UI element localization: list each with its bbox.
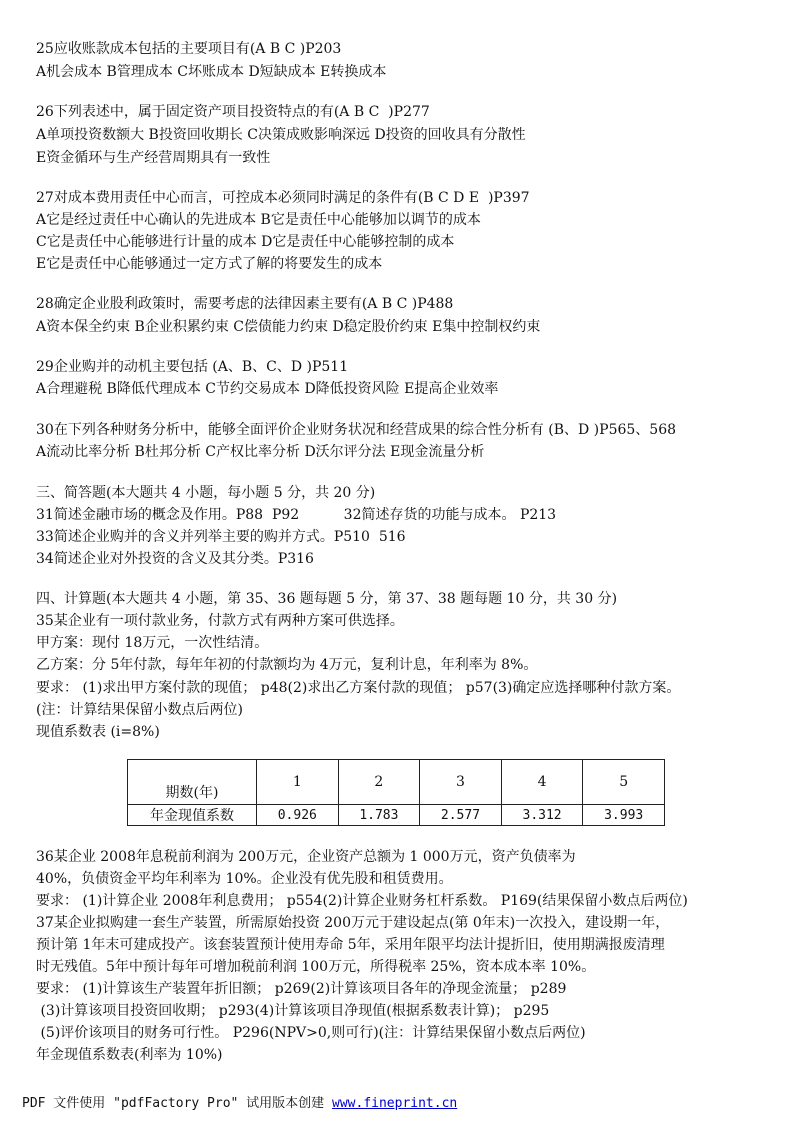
question-25-options: A机会成本 B管理成本 C坏账成本 D短缺成本 E转换成本 <box>36 64 387 80</box>
table-row-header: 期数(年) <box>128 760 257 805</box>
question-36-stem-cont: 40%，负债资金平均年利率为 10%。企业没有优先股和租赁费用。 <box>36 871 453 887</box>
question-30-stem: 30在下列各种财务分析中，能够全面评价企业财务状况和经营成果的综合性分析有 (B、D )P565、568 <box>36 422 677 438</box>
question-37-stem: 37某企业拟购建一套生产装置，所需原始投资 200万元于建设起点(第 0年末)一次投入，建设期一年， <box>36 915 670 931</box>
question-28-stem: 28确定企业股利政策时，需要考虑的法律因素主要有(A B C )P488 <box>36 296 454 312</box>
plan-a: 甲方案：现付 18万元，一次性结清。 <box>36 635 269 651</box>
question-27-options-cont: C它是责任中心能够进行计量的成本 D它是责任中心能够控制的成本 <box>36 234 455 250</box>
question-26-options: A单项投资数额大 B投资回收期长 C决策成败影响深远 D投资的回收具有分散性 <box>36 127 526 143</box>
question-27-stem: 27对成本费用责任中心而言，可控成本必须同时满足的条件有(B C D E )P397 <box>36 190 530 206</box>
table-row <box>128 805 665 826</box>
pv-coefficient-table <box>127 759 665 826</box>
question-25-stem: 25应收账款成本包括的主要项目有(A B C )P203 <box>36 41 342 57</box>
question-26-options-cont: E资金循环与生产经营周期具有一致性 <box>36 150 271 166</box>
table-header-row <box>128 760 665 805</box>
question-35-stem: 35某企业有一项付款业务，付款方式有两种方案可供选择。 <box>36 613 404 629</box>
table-period-cell: 3 <box>420 760 502 805</box>
table-period-cell: 4 <box>501 760 583 805</box>
table-value-cell: 0.926 <box>257 805 339 826</box>
section-3-heading: 三、简答题(本大题共 4 小题，每小题 5 分，共 20 分) <box>36 485 376 501</box>
question-37-stem-cont: 预计第 1年末可建成投产。该套装置预计使用寿命 5年，采用年限平均法计提折旧，使用期满报废清理 <box>36 937 665 953</box>
table-value-cell: 3.312 <box>501 805 583 826</box>
question-35-note: (注：计算结果保留小数点后两位) <box>36 702 243 718</box>
annuity-table-caption: 年金现值系数表(利率为 10%) <box>36 1047 223 1063</box>
question-33: 33简述企业购并的含义并列举主要的购并方式。P510 516 <box>36 529 406 545</box>
section-4-heading: 四、计算题(本大题共 4 小题，第 35、36 题每题 5 分，第 37、38 题每题 10 分，共 30 分) <box>36 591 618 607</box>
question-34: 34简述企业对外投资的含义及其分类。P316 <box>36 551 314 567</box>
table-value-cell: 2.577 <box>420 805 502 826</box>
question-37-requirements-cont: (3)计算该项目投资回收期； p293(4)计算该项目净现值(根据系数表计算)； p295 <box>36 1003 550 1019</box>
footer-text: PDF 文件使用 "pdfFactory Pro" 试用版本创建 <box>22 1096 333 1111</box>
pdf-footer <box>22 1092 457 1111</box>
question-27-options-cont2: E它是责任中心能够通过一定方式了解的将要发生的成本 <box>36 256 383 272</box>
table-value-cell: 3.993 <box>583 805 665 826</box>
table-period-cell: 5 <box>583 760 665 805</box>
question-37-stem-cont2: 时无残值。5年中预计每年可增加税前利润 100万元，所得税率 25%，资本成本率 10%。 <box>36 959 596 975</box>
footer-link[interactable]: www.fineprint.cn <box>332 1096 458 1111</box>
table-row-label: 年金现值系数 <box>128 805 257 826</box>
question-28-options: A资本保全约束 B企业积累约束 C偿债能力约束 D稳定股价约束 E集中控制权约束 <box>36 319 541 335</box>
question-26-stem: 26下列表述中，属于固定资产项目投资特点的有(A B C )P277 <box>36 104 430 120</box>
table-period-cell: 2 <box>338 760 420 805</box>
table-value-cell: 1.783 <box>338 805 420 826</box>
question-29-stem: 29企业购并的动机主要包括 (A、B、C、D )P511 <box>36 359 349 375</box>
pv-table-caption: 现值系数表 (i=8%) <box>36 724 160 740</box>
question-30-options: A流动比率分析 B杜邦分析 C产权比率分析 D沃尔评分法 E现金流量分析 <box>36 444 485 460</box>
question-36-stem: 36某企业 2008年息税前利润为 200万元，企业资产总额为 1 000万元，资产负债率为 <box>36 849 576 865</box>
question-35-requirements: 要求： (1)求出甲方案付款的现值； p48(2)求出乙方案付款的现值； p57(3)确定应选择哪种付款方案。 <box>36 680 681 696</box>
question-37-requirements-cont2: (5)评价该项目的财务可行性。 P296(NPV>0,则可行)(注：计算结果保留小数点后两位) <box>36 1025 586 1041</box>
question-27-options: A它是经过责任中心确认的先进成本 B它是责任中心能够加以调节的成本 <box>36 212 481 228</box>
question-36-requirements: 要求： (1)计算企业 2008年利息费用； p554(2)计算企业财务杠杆系数。 P169(结果保留小数点后两位) <box>36 893 688 909</box>
table-period-cell: 1 <box>257 760 339 805</box>
question-29-options: A合理避税 B降低代理成本 C节约交易成本 D降低投资风险 E提高企业效率 <box>36 381 499 397</box>
question-31-32: 31简述金融市场的概念及作用。P88 P92 32简述存货的功能与成本。 P213 <box>36 507 557 523</box>
question-37-requirements: 要求： (1)计算该生产装置年折旧额； p269(2)计算该项目各年的净现金流量； p289 <box>36 981 567 997</box>
plan-b: 乙方案：分 5年付款，每年年初的付款额均为 4万元，复利计息，年利率为 8%。 <box>36 657 538 673</box>
